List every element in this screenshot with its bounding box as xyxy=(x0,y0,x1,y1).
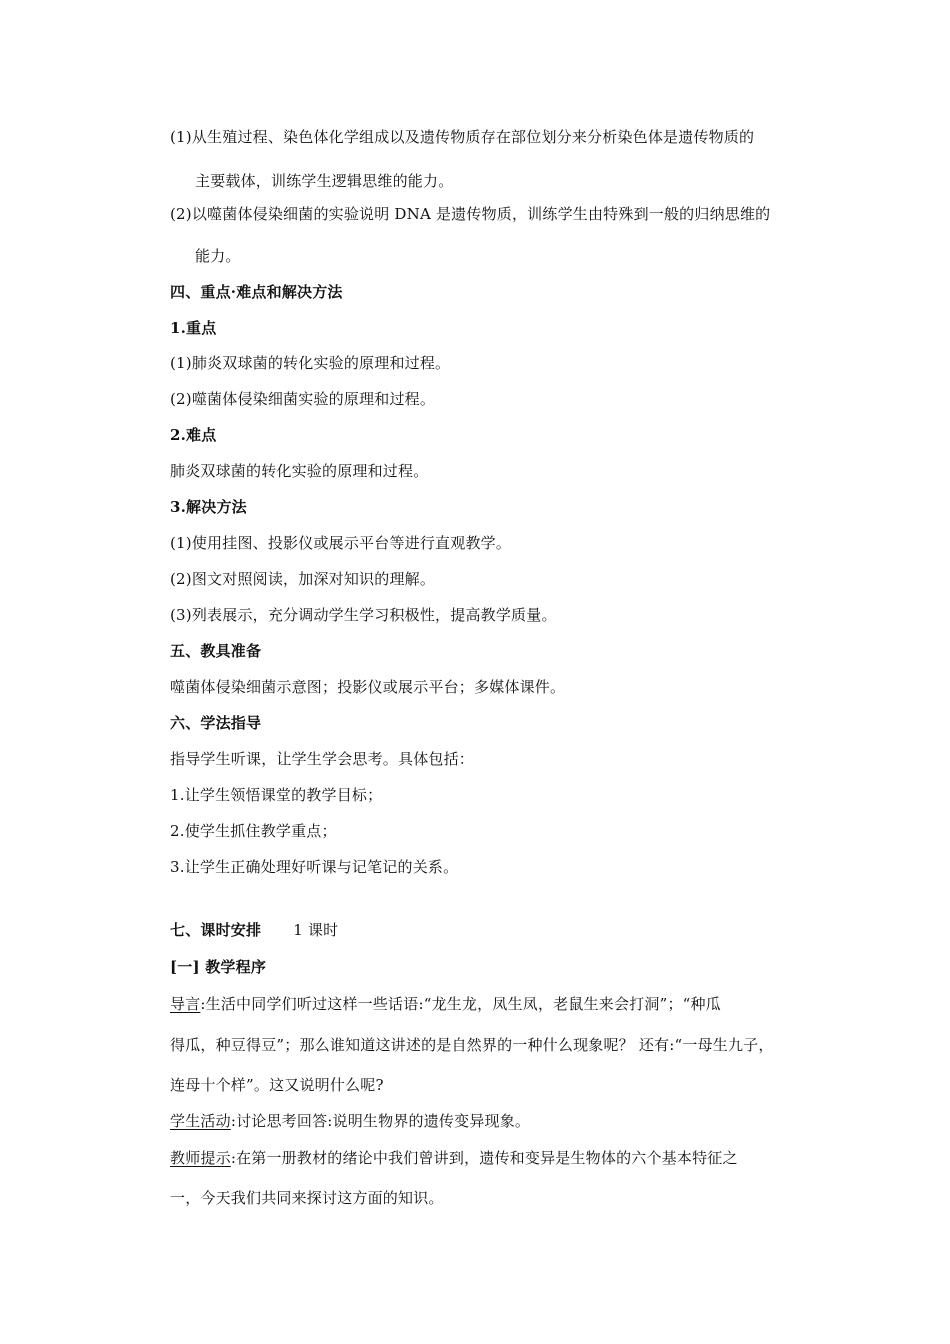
solution-item: (1)使用挂图、投影仪或展示平台等进行直观教学。 xyxy=(170,534,512,552)
teaching-procedure-heading: [一] 教学程序 xyxy=(170,958,267,976)
section-4-heading: 四、重点·难点和解决方法 xyxy=(170,283,343,301)
key-point-item: (1)肺炎双球菌的转化实验的原理和过程。 xyxy=(170,354,451,372)
study-guide-item: 1.让学生领悟课堂的教学目标； xyxy=(170,786,383,804)
class-hours: 1 课时 xyxy=(293,921,339,939)
section-5-heading: 五、教具准备 xyxy=(170,642,262,660)
introduction-line-2: 得瓜，种豆得豆”；那么谁知道这讲述的是自然界的一种什么现象呢？ 还有:“一母生九子， xyxy=(170,1036,774,1054)
study-guide-intro: 指导学生听课，让学生学会思考。具体包括： xyxy=(170,750,475,768)
difficulty-text: 肺炎双球菌的转化实验的原理和过程。 xyxy=(170,462,429,480)
difficulty-heading: 2.难点 xyxy=(170,426,217,444)
solution-item: (3)列表展示，充分调动学生学习积极性，提高教学质量。 xyxy=(170,606,557,624)
key-points-heading: 1.重点 xyxy=(170,319,217,337)
teacher-tip-label: 教师提示 xyxy=(170,1149,231,1167)
introduction-label: 导言 xyxy=(170,995,201,1013)
section-7-heading: 七、课时安排 xyxy=(170,921,262,939)
solution-item: (2)图文对照阅读，加深对知识的理解。 xyxy=(170,570,436,588)
teacher-tip-line-1: 教师提示:在第一册教材的绪论中我们曾讲到，遗传和变异是生物体的六个基本特征之 xyxy=(170,1149,738,1167)
study-guide-item: 3.让学生正确处理好听课与记笔记的关系。 xyxy=(170,858,459,876)
student-activity-label: 学生活动 xyxy=(170,1112,231,1130)
teaching-aids-text: 噬菌体侵染细菌示意图；投影仪或展示平台；多媒体课件。 xyxy=(170,678,566,696)
solution-heading: 3.解决方法 xyxy=(170,498,247,516)
section-7-row xyxy=(170,920,338,940)
study-guide-item: 2.使学生抓住教学重点； xyxy=(170,822,337,840)
objective-item-1-line-1: (1)从生殖过程、染色体化学组成以及遗传物质存在部位划分来分析染色体是遗传物质的 xyxy=(170,128,755,146)
student-activity-line: 学生活动:讨论思考回答:说明生物界的遗传变异现象。 xyxy=(170,1112,531,1130)
section-6-heading: 六、学法指导 xyxy=(170,714,262,732)
objective-item-1-line-2: 主要载体，训练学生逻辑思维的能力。 xyxy=(195,172,454,190)
introduction-line-3: 连母十个样”。这又说明什么呢? xyxy=(170,1076,384,1094)
teacher-tip-line-2: 一，今天我们共同来探讨这方面的知识。 xyxy=(170,1189,444,1207)
objective-item-2-line-2: 能力。 xyxy=(195,247,241,265)
objective-item-2-line-1: (2)以噬菌体侵染细菌的实验说明 DNA 是遗传物质，训练学生由特殊到一般的归纳思维的 xyxy=(170,205,771,223)
introduction-line-1: 导言:生活中同学们听过这样一些话语:“龙生龙，凤生凤，老鼠生来会打洞”；“种瓜 xyxy=(170,995,721,1013)
key-point-item: (2)噬菌体侵染细菌实验的原理和过程。 xyxy=(170,390,436,408)
